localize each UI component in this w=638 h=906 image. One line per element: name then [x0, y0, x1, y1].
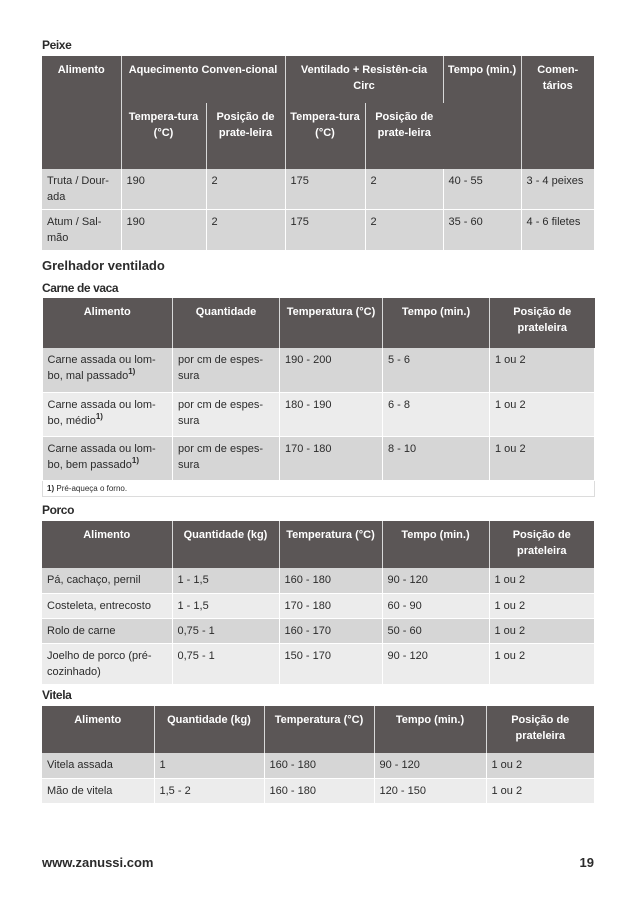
cell: 190 - 200	[280, 348, 383, 392]
header-posicao-2: Posição de prate-leira	[365, 103, 443, 169]
cell: 60 - 90	[382, 593, 489, 618]
header-posicao: Posição de prateleira	[490, 298, 595, 348]
cell: por cm de espes-sura	[173, 392, 280, 436]
footnote-row	[43, 480, 595, 496]
cell: 2	[365, 210, 443, 251]
table-row	[42, 643, 594, 684]
cell: 50 - 60	[382, 618, 489, 643]
table-row	[43, 436, 595, 480]
header-temperatura: Temperatura (°C)	[264, 706, 374, 753]
cell: 2	[206, 169, 285, 210]
cell: 175	[285, 210, 365, 251]
footnote-marker: 1)	[95, 411, 103, 421]
header-quantidade: Quantidade (kg)	[172, 521, 279, 568]
header-tempo: Tempo (min.)	[382, 521, 489, 568]
cell: 1 ou 2	[490, 436, 595, 480]
cell: 1 ou 2	[490, 392, 595, 436]
cell-food	[43, 392, 173, 436]
footnote-number: 1)	[47, 483, 55, 493]
header-tempo: Tempo (min.)	[383, 298, 490, 348]
cell: 2	[365, 169, 443, 210]
section-title-vitela: Vitela	[42, 688, 72, 702]
cell: 160 - 170	[279, 618, 382, 643]
cell-food: Pá, cachaço, pernil	[42, 568, 172, 593]
cell: 3 - 4 peixes	[521, 169, 594, 210]
cell: 5 - 6	[383, 348, 490, 392]
cell: 175	[285, 169, 365, 210]
cell: 150 - 170	[279, 643, 382, 684]
cell: 160 - 180	[279, 568, 382, 593]
cell: 8 - 10	[383, 436, 490, 480]
header-posicao: Posição de prateleira	[489, 521, 594, 568]
header-aquecimento-convencional: Aquecimento Conven-cional	[121, 56, 285, 103]
cell: 1 - 1,5	[172, 568, 279, 593]
cell-food: Atum / Sal-mão	[42, 210, 121, 251]
cell: 120 - 150	[374, 778, 486, 803]
cell: 2	[206, 210, 285, 251]
header-alimento: Alimento	[42, 706, 154, 753]
header-quantidade: Quantidade	[173, 298, 280, 348]
cell: 170 - 180	[280, 436, 383, 480]
cell-food	[43, 436, 173, 480]
cell: 1 ou 2	[489, 618, 594, 643]
cell: 1 - 1,5	[172, 593, 279, 618]
cell: 0,75 - 1	[172, 618, 279, 643]
cell: 160 - 180	[264, 753, 374, 778]
cell-food: Vitela assada	[42, 753, 154, 778]
food-label: Carne assada ou lom-bo, mal passado	[47, 354, 156, 382]
cell: 170 - 180	[279, 593, 382, 618]
cell: por cm de espes-sura	[173, 348, 280, 392]
carne-table	[42, 298, 595, 497]
header-posicao: Posição de prateleira	[486, 706, 594, 753]
header-posicao-1: Posição de prate-leira	[206, 103, 285, 169]
footnote	[43, 480, 595, 496]
header-temperatura: Temperatura (°C)	[279, 521, 382, 568]
header-tempo: Tempo (min.)	[374, 706, 486, 753]
cell-food: Rolo de carne	[42, 618, 172, 643]
cell: 90 - 120	[374, 753, 486, 778]
cell: 160 - 180	[264, 778, 374, 803]
header-temperatura-1: Tempera-tura (°C)	[121, 103, 206, 169]
cell: 0,75 - 1	[172, 643, 279, 684]
cell-food	[43, 348, 173, 392]
table-row	[42, 169, 594, 210]
page-number: 19	[579, 855, 594, 870]
cell: 190	[121, 169, 206, 210]
cell: 1,5 - 2	[154, 778, 264, 803]
section-title-carne-de-vaca: Carne de vaca	[42, 281, 119, 295]
cell: por cm de espes-sura	[173, 436, 280, 480]
porco-table	[42, 521, 595, 685]
header-alimento: Alimento	[43, 298, 173, 348]
cell: 1 ou 2	[486, 778, 594, 803]
cell: 35 - 60	[443, 210, 521, 251]
vitela-table	[42, 706, 595, 804]
cell-food: Mão de vitela	[42, 778, 154, 803]
header-quantidade: Quantidade (kg)	[154, 706, 264, 753]
footnote-text: Pré-aqueça o forno.	[56, 483, 128, 493]
cell: 40 - 55	[443, 169, 521, 210]
cell: 90 - 120	[382, 643, 489, 684]
footer-url[interactable]: www.zanussi.com	[42, 855, 154, 870]
cell: 190	[121, 210, 206, 251]
cell: 4 - 6 filetes	[521, 210, 594, 251]
footnote-marker: 1)	[131, 455, 140, 465]
cell: 180 - 190	[280, 392, 383, 436]
cell: 1 ou 2	[489, 643, 594, 684]
section-title-porco: Porco	[42, 503, 75, 517]
food-label: Carne assada ou lom-bo, médio	[47, 398, 156, 427]
cell: 90 - 120	[382, 568, 489, 593]
table-row	[43, 348, 595, 392]
cell: 1 ou 2	[490, 348, 595, 392]
footnote-marker: 1)	[128, 367, 136, 376]
cell-food: Costeleta, entrecosto	[42, 593, 172, 618]
table-row	[42, 753, 594, 778]
cell: 1	[154, 753, 264, 778]
header-ventilado-resistencia: Ventilado + Resistên-cia Circ	[285, 56, 443, 103]
header-temperatura-2: Tempera-tura (°C)	[285, 103, 365, 169]
header-comentarios: Comen-tários	[521, 56, 594, 169]
section-title-grelhador: Grelhador ventilado	[42, 258, 165, 273]
table-row	[42, 593, 594, 618]
table-row	[43, 392, 595, 436]
table-row	[42, 568, 594, 593]
table-row	[42, 778, 594, 803]
table-row	[42, 210, 594, 251]
cell-food: Truta / Dour-ada	[42, 169, 121, 210]
cell: 1 ou 2	[486, 753, 594, 778]
header-alimento: Alimento	[42, 521, 172, 568]
header-tempo: Tempo (min.)	[443, 56, 521, 169]
cell: 6 - 8	[383, 392, 490, 436]
peixe-table	[42, 56, 595, 251]
cell: 1 ou 2	[489, 568, 594, 593]
food-label: Carne assada ou lom-bo, bem passado	[47, 442, 156, 471]
header-alimento: Alimento	[42, 56, 121, 169]
section-title-peixe: Peixe	[42, 38, 72, 52]
header-temperatura: Temperatura (°C)	[280, 298, 383, 348]
table-row	[42, 618, 594, 643]
cell-food: Joelho de porco (pré-cozinhado)	[42, 643, 172, 684]
cell: 1 ou 2	[489, 593, 594, 618]
